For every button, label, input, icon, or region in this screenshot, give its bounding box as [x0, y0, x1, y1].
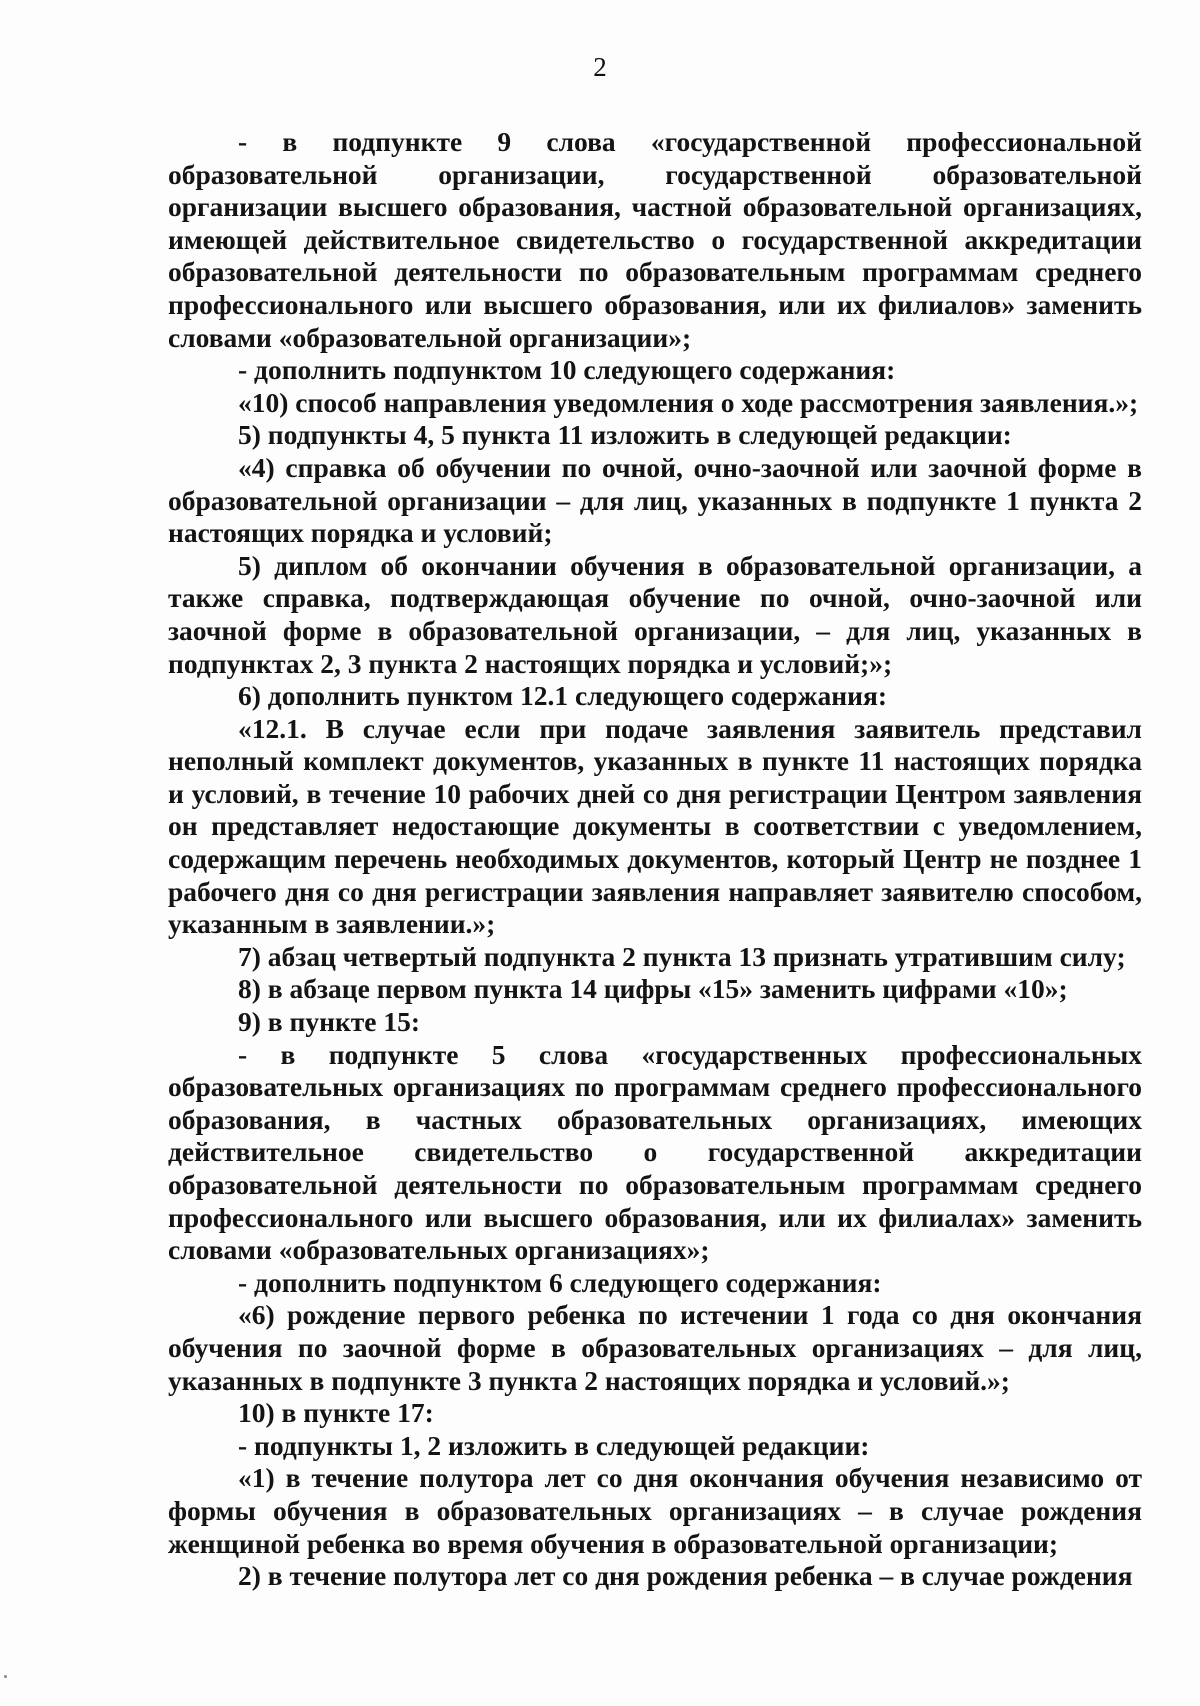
- paragraph-2: - дополнить подпунктом 10 следующего содержания:: [238, 354, 896, 386]
- paragraph-6: 5) диплом об окончании обучения в образовательной организации, а также справка, подтверждающая обучение по очной, очно-заочной или заочной форме в образовательной организации, – для лиц, указанных в подпунктах 2, 3 пункта 2 настоящих порядка и условий;»;: [168, 549, 1142, 679]
- paragraph-14: «6) рождение первого ребенка по истечении 1 года со дня окончания обучения по заочной форме в образовательных организациях – для лиц, указанных в подпункте 3 пункта 2 настоящих порядка и условий.»;: [168, 1299, 1142, 1396]
- paragraph-15: 10) в пункте 17:: [238, 1397, 434, 1429]
- paragraph-7: 6) дополнить пунктом 12.1 следующего содержания:: [238, 680, 887, 712]
- paragraph-1: - в подпункте 9 слова «государственной профессиональной образовательной организации, государственной образовательной организации высшего образования, частной образовательной организациях, имеющей действительное свидетельство о государственной аккредитации образовательной деятельности по образовательным программам среднего профессионального или высшего образования, или их филиалов» заменить словами «образовательной организации»;: [168, 126, 1142, 353]
- paragraph-5: «4) справка об обучении по очной, очно-заочной или заочной форме в образовательной организации – для лиц, указанных в подпункте 1 пункта 2 настоящих порядка и условий;: [168, 451, 1142, 549]
- paragraph-13: - дополнить подпунктом 6 следующего содержания:: [238, 1266, 882, 1298]
- paragraph-3: «10) способ направления уведомления о ходе рассмотрения заявления.»;: [238, 386, 1139, 418]
- paragraph-11: 9) в пункте 15:: [238, 1006, 421, 1038]
- document-body: [168, 126, 1142, 1593]
- paragraph-8: «12.1. В случае если при подаче заявления заявитель представил неполный комплект документов, указанных в пункте 11 настоящих порядка и условий, в течение 10 рабочих дней со дня регистрации Центром заявления он представляет недостающие документы в соответствии с уведомлением, содержащим перечень необходимых документов, который Центр не позднее 1 рабочего дня со дня регистрации заявления направляет заявителю способом, указанным в заявлении.»;: [168, 712, 1142, 940]
- page-number: 2: [593, 52, 607, 82]
- scan-dot: [4, 1675, 7, 1678]
- paragraph-9: 7) абзац четвертый подпункта 2 пункта 13 признать утратившим силу;: [238, 940, 1126, 972]
- paragraph-18: 2) в течение полутора лет со дня рождения ребенка – в случае рождения: [238, 1560, 1133, 1592]
- paragraph-4: 5) подпункты 4, 5 пункта 11 изложить в следующей редакции:: [238, 419, 1012, 451]
- paragraph-16: - подпункты 1, 2 изложить в следующей редакции:: [238, 1429, 870, 1461]
- paragraph-10: 8) в абзаце первом пункта 14 цифры «15» заменить цифрами «10»;: [238, 973, 1068, 1005]
- paragraph-12: - в подпункте 5 слова «государственных профессиональных образовательных организациях по программам среднего профессионального образования, в частных образовательных организациях, имеющих действительное свидетельство о государственной аккредитации образовательной деятельности по образовательным программам среднего профессионального или высшего образования, или их филиалах» заменить словами «образовательных организациях»;: [168, 1038, 1142, 1266]
- paragraph-17: «1) в течение полутора лет со дня окончания обучения независимо от формы обучения в образовательных организациях – в случае рождения женщиной ребенка во время обучения в образовательной организации;: [168, 1462, 1142, 1559]
